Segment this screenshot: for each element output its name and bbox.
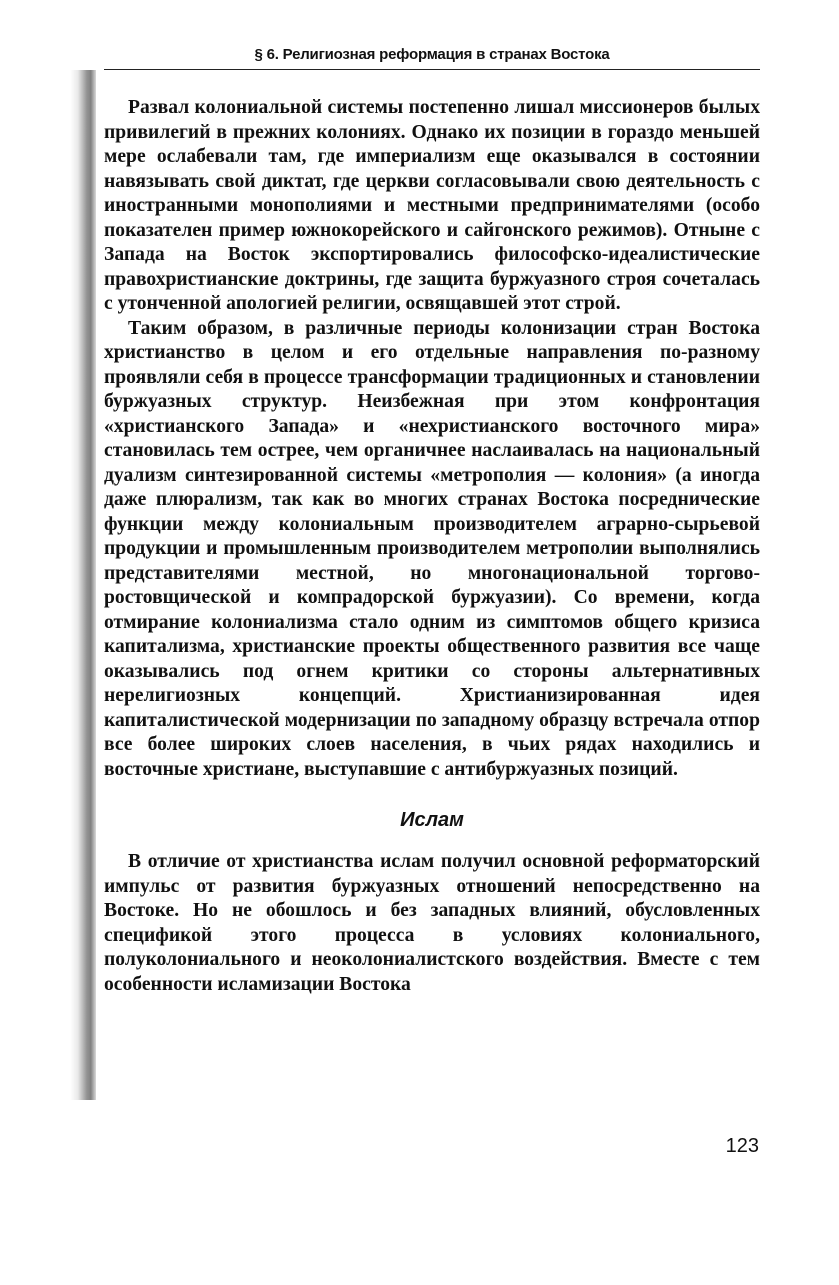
page-number: 123 [725, 1135, 759, 1157]
section-heading: Ислам [400, 809, 464, 831]
scan-binding-shadow [70, 70, 96, 1100]
paragraph: В отличие от христианства ислам получил основной реформаторский импульс от развития буржуазных отношений непосредственно на Востоке. Но не обошлось и без западных влияний, обусловленных спецификой этого процесса в условиях колониального, полуколониального и неоколониалистского воздействия. Вместе с тем особенности исламизации Востока [104, 851, 760, 995]
paragraph: Таким образом, в различные периоды колонизации стран Востока христианство в целом и его отдельные направления по-разному проявляли себя в процессе трансформации традиционных и становлении буржуазных структур. Неизбежная при этом конфронтация «христианского Запада» и «нехристианского восточного мира» становилась тем острее, чем органичнее наслаивалась на национальный дуализм синтезированной системы «метрополия — колония» (а иногда даже плюрализм, так как во многих странах Востока посреднические функции между колониальным производителем аграрно-сырьевой продукции и промышленным производителем метрополии выполнялись представителями местной, но многонациональной торгово-ростовщической и компрадорской буржуазии). Со времени, когда отмирание колониализма стало одним из симптомов общего кризиса капитализма, христианские проекты общественного развития все чаще оказывались под огнем критики со стороны альтернативных нерелигиозных концепций. Христианизированная идея капиталистической модернизации по западному образцу встречала отпор все более широких слоев населения, в чьих рядах находились и восточные христиане, выступавшие с антибуржуазных позиций. [104, 317, 760, 780]
header-rule [104, 69, 760, 70]
page-body [104, 96, 760, 997]
running-header: § 6. Религиозная реформация в странах Востока [254, 46, 610, 63]
paragraph: Развал колониальной системы постепенно лишал миссионеров былых привилегий в прежних колониях. Однако их позиции в гораздо меньшей мере ослабевали там, где империализм еще оказывался в состоянии навязывать свой диктат, где церкви согласовывали свою деятельность с иностранными монополиями и местными предпринимателями (особо показателен пример южнокорейского и сайгонского режимов). Отныне с Запада на Восток экспортировались философско-идеалистические правохристианские доктрины, где защита буржуазного строя сочеталась с утонченной апологией религии, освящавшей этот строй. [104, 97, 760, 314]
